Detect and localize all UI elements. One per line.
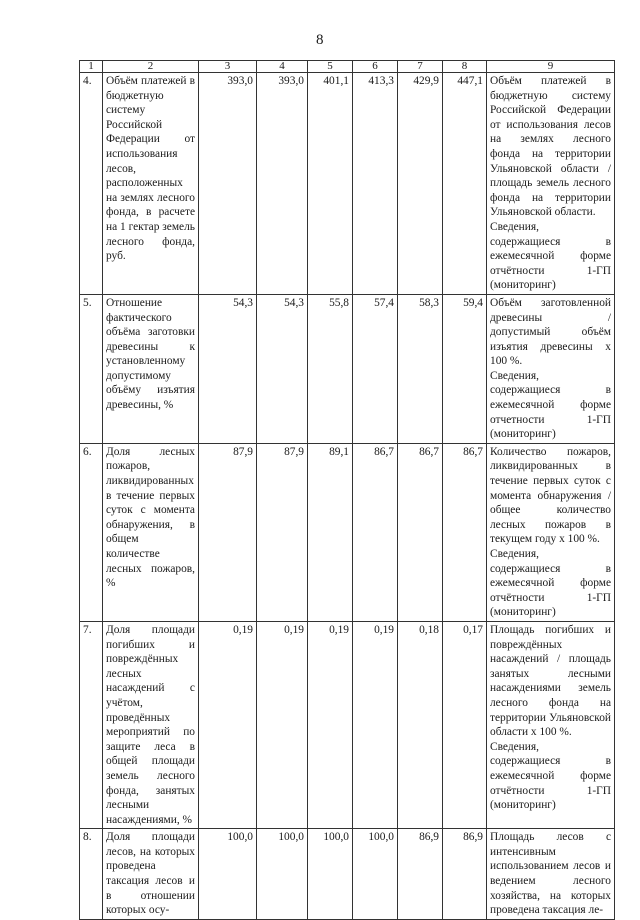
table-row — [80, 829, 615, 920]
value-cell: 0,19 — [257, 621, 308, 828]
value-cell: 54,3 — [199, 294, 257, 443]
value-cell: 393,0 — [257, 73, 308, 295]
value-cell: 57,4 — [353, 294, 398, 443]
row-number: 5. — [80, 294, 103, 443]
indicator-name: Объём платежей в бюджетную систему Российской Федерации от использования лесов, расположенных на землях лесного фонда, в расчете на 1 гектар земель лесного фонда, руб. — [103, 73, 199, 295]
table-row — [80, 73, 615, 295]
formula-text: Объём платежей в бюджетную систему Российской Федерации от использования лесов на землях лесного фонда на территории Ульяновской области / площадь земель лесного фонда на территории Ульяновской области. — [490, 75, 611, 219]
calculation-note — [487, 73, 615, 295]
header-cell: 6 — [353, 61, 398, 73]
calculation-note — [487, 829, 615, 920]
value-cell: 89,1 — [308, 443, 353, 621]
indicator-name: Доля площади погибших и повреждённых лесных насаждений с учётом, проведённых мероприятий по защите леса в общей площади земель лесного фонда, занятых лесными насаждениями, % — [103, 621, 199, 828]
header-cell: 3 — [199, 61, 257, 73]
source-text: Сведения, содержащиеся в ежемесячной форме отчётности 1-ГП (мониторинг) — [490, 740, 611, 812]
header-cell: 1 — [80, 61, 103, 73]
table-row — [80, 443, 615, 621]
calculation-note — [487, 443, 615, 621]
value-cell: 87,9 — [199, 443, 257, 621]
value-cell: 393,0 — [199, 73, 257, 295]
source-text: Сведения, содержащиеся в ежемесячной форме отчетности 1-ГП (мониторинг) — [490, 369, 611, 441]
header-cell: 9 — [487, 61, 615, 73]
value-cell: 401,1 — [308, 73, 353, 295]
indicator-name: Отношение фактического объёма заготовки древесины к установленному допустимому объёму изъятия древесины, % — [103, 294, 199, 443]
value-cell: 100,0 — [199, 829, 257, 920]
indicator-name: Доля площади лесов, на которых проведена таксация лесов и в отношении которых осу- — [103, 829, 199, 920]
value-cell: 0,19 — [353, 621, 398, 828]
value-cell: 87,9 — [257, 443, 308, 621]
value-cell: 86,9 — [443, 829, 487, 920]
value-cell: 54,3 — [257, 294, 308, 443]
source-text: Сведения, содержащиеся в ежемесячной форме отчётности 1-ГП (мониторинг) — [490, 548, 611, 619]
header-cell: 2 — [103, 61, 199, 73]
header-row — [80, 61, 615, 73]
value-cell: 59,4 — [443, 294, 487, 443]
row-number: 6. — [80, 443, 103, 621]
formula-text: Объём заготовленной древесины / допустимый объём изъятия древесины х 100 %. — [490, 296, 611, 368]
value-cell: 86,7 — [443, 443, 487, 621]
value-cell: 86,9 — [398, 829, 443, 920]
value-cell: 100,0 — [308, 829, 353, 920]
value-cell: 0,18 — [398, 621, 443, 828]
value-cell: 86,7 — [398, 443, 443, 621]
value-cell: 0,19 — [308, 621, 353, 828]
source-text: Сведения, содержащиеся в ежемесячной форме отчётности 1-ГП (мониторинг) — [490, 220, 611, 292]
value-cell: 86,7 — [353, 443, 398, 621]
row-number: 8. — [80, 829, 103, 920]
formula-text: Площадь лесов с интенсивным использованием лесов и ведением лесного хозяйства, на которых проведена таксация ле- — [490, 831, 611, 917]
value-cell: 413,3 — [353, 73, 398, 295]
value-cell: 100,0 — [353, 829, 398, 920]
header-cell: 5 — [308, 61, 353, 73]
table-row — [80, 294, 615, 443]
formula-text: Площадь погибших и повреждённых насаждений / площадь занятых лесными насаждениями земель лесного фонда на территории Ульяновской области х 100 %. — [490, 623, 611, 739]
value-cell: 0,17 — [443, 621, 487, 828]
formula-text: Количество пожаров, ликвидированных в течение первых суток с момента обнаружения / общее количество лесных пожаров в текущем году х 100 %. — [490, 445, 611, 546]
value-cell: 100,0 — [257, 829, 308, 920]
row-number: 4. — [80, 73, 103, 295]
calculation-note — [487, 621, 615, 828]
value-cell: 429,9 — [398, 73, 443, 295]
row-number: 7. — [80, 621, 103, 828]
header-cell: 8 — [443, 61, 487, 73]
value-cell: 447,1 — [443, 73, 487, 295]
indicators-table — [79, 60, 615, 920]
value-cell: 0,19 — [199, 621, 257, 828]
header-cell: 7 — [398, 61, 443, 73]
value-cell: 58,3 — [398, 294, 443, 443]
value-cell: 55,8 — [308, 294, 353, 443]
table-row — [80, 621, 615, 828]
indicator-name: Доля лесных пожаров, ликвидированных в течение первых суток с момента обнаружения, в общем количестве лесных пожаров, % — [103, 443, 199, 621]
calculation-note — [487, 294, 615, 443]
page-number: 8 — [316, 32, 324, 48]
header-cell: 4 — [257, 61, 308, 73]
